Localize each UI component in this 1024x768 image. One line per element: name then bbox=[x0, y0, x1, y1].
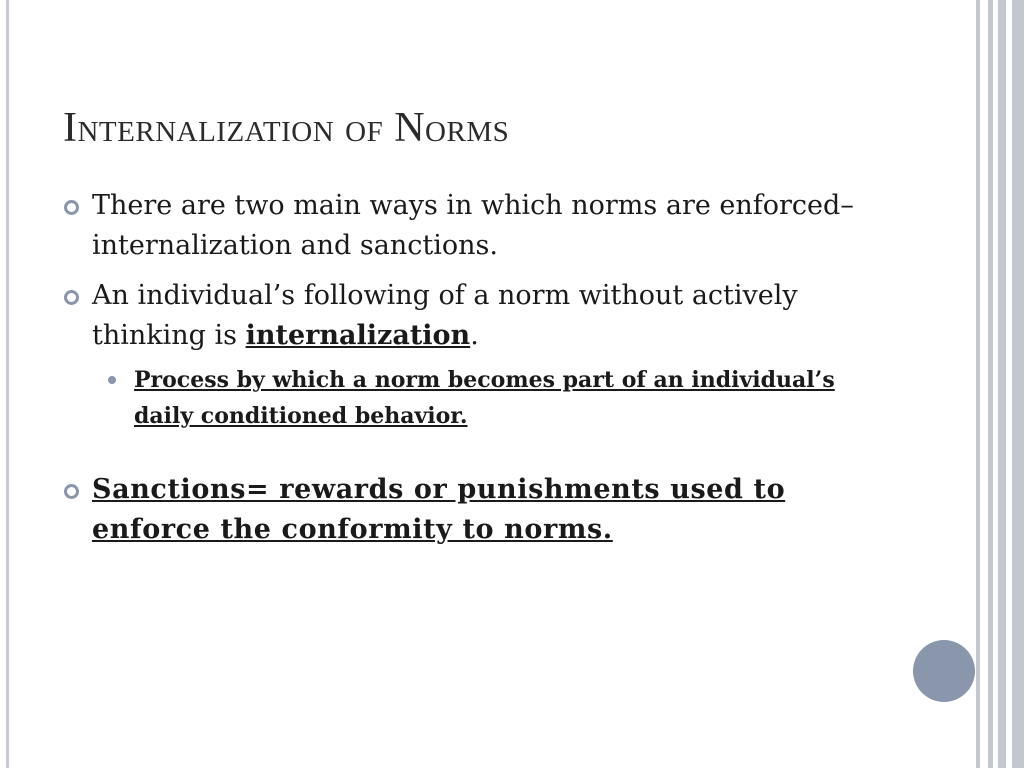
sub-bullet-text: Process by which a norm becomes part of an individual’s daily conditioned behavior. bbox=[134, 367, 835, 429]
decorative-circle bbox=[913, 640, 975, 702]
slide-body bbox=[62, 186, 892, 560]
bullet-item bbox=[62, 276, 892, 356]
bullet-item bbox=[62, 470, 892, 550]
stripe bbox=[998, 0, 1006, 768]
bullet-item bbox=[62, 186, 892, 266]
sanctions-text: Sanctions= rewards or punishments used to enforce the conformity to norms. bbox=[92, 474, 786, 545]
sub-bullet-item bbox=[62, 362, 892, 434]
ring-bullet-icon bbox=[64, 484, 79, 499]
dot-bullet-icon bbox=[108, 376, 116, 384]
bullet-text: An individual’s following of a norm without actively thinking is bbox=[92, 280, 798, 351]
bullet-text-end: . bbox=[470, 320, 479, 351]
spacer bbox=[62, 434, 892, 470]
stripe bbox=[1012, 0, 1024, 768]
left-border bbox=[6, 0, 9, 768]
stripe bbox=[988, 0, 993, 768]
right-decorative-stripes bbox=[976, 0, 1024, 768]
ring-bullet-icon bbox=[64, 290, 79, 305]
bullet-emphasis: internalization bbox=[245, 320, 471, 351]
bullet-text: There are two main ways in which norms are enforced– internalization and sanctions. bbox=[92, 190, 854, 261]
slide-title: Internalization of Norms bbox=[63, 105, 510, 151]
stripe bbox=[976, 0, 980, 768]
ring-bullet-icon bbox=[64, 200, 79, 215]
